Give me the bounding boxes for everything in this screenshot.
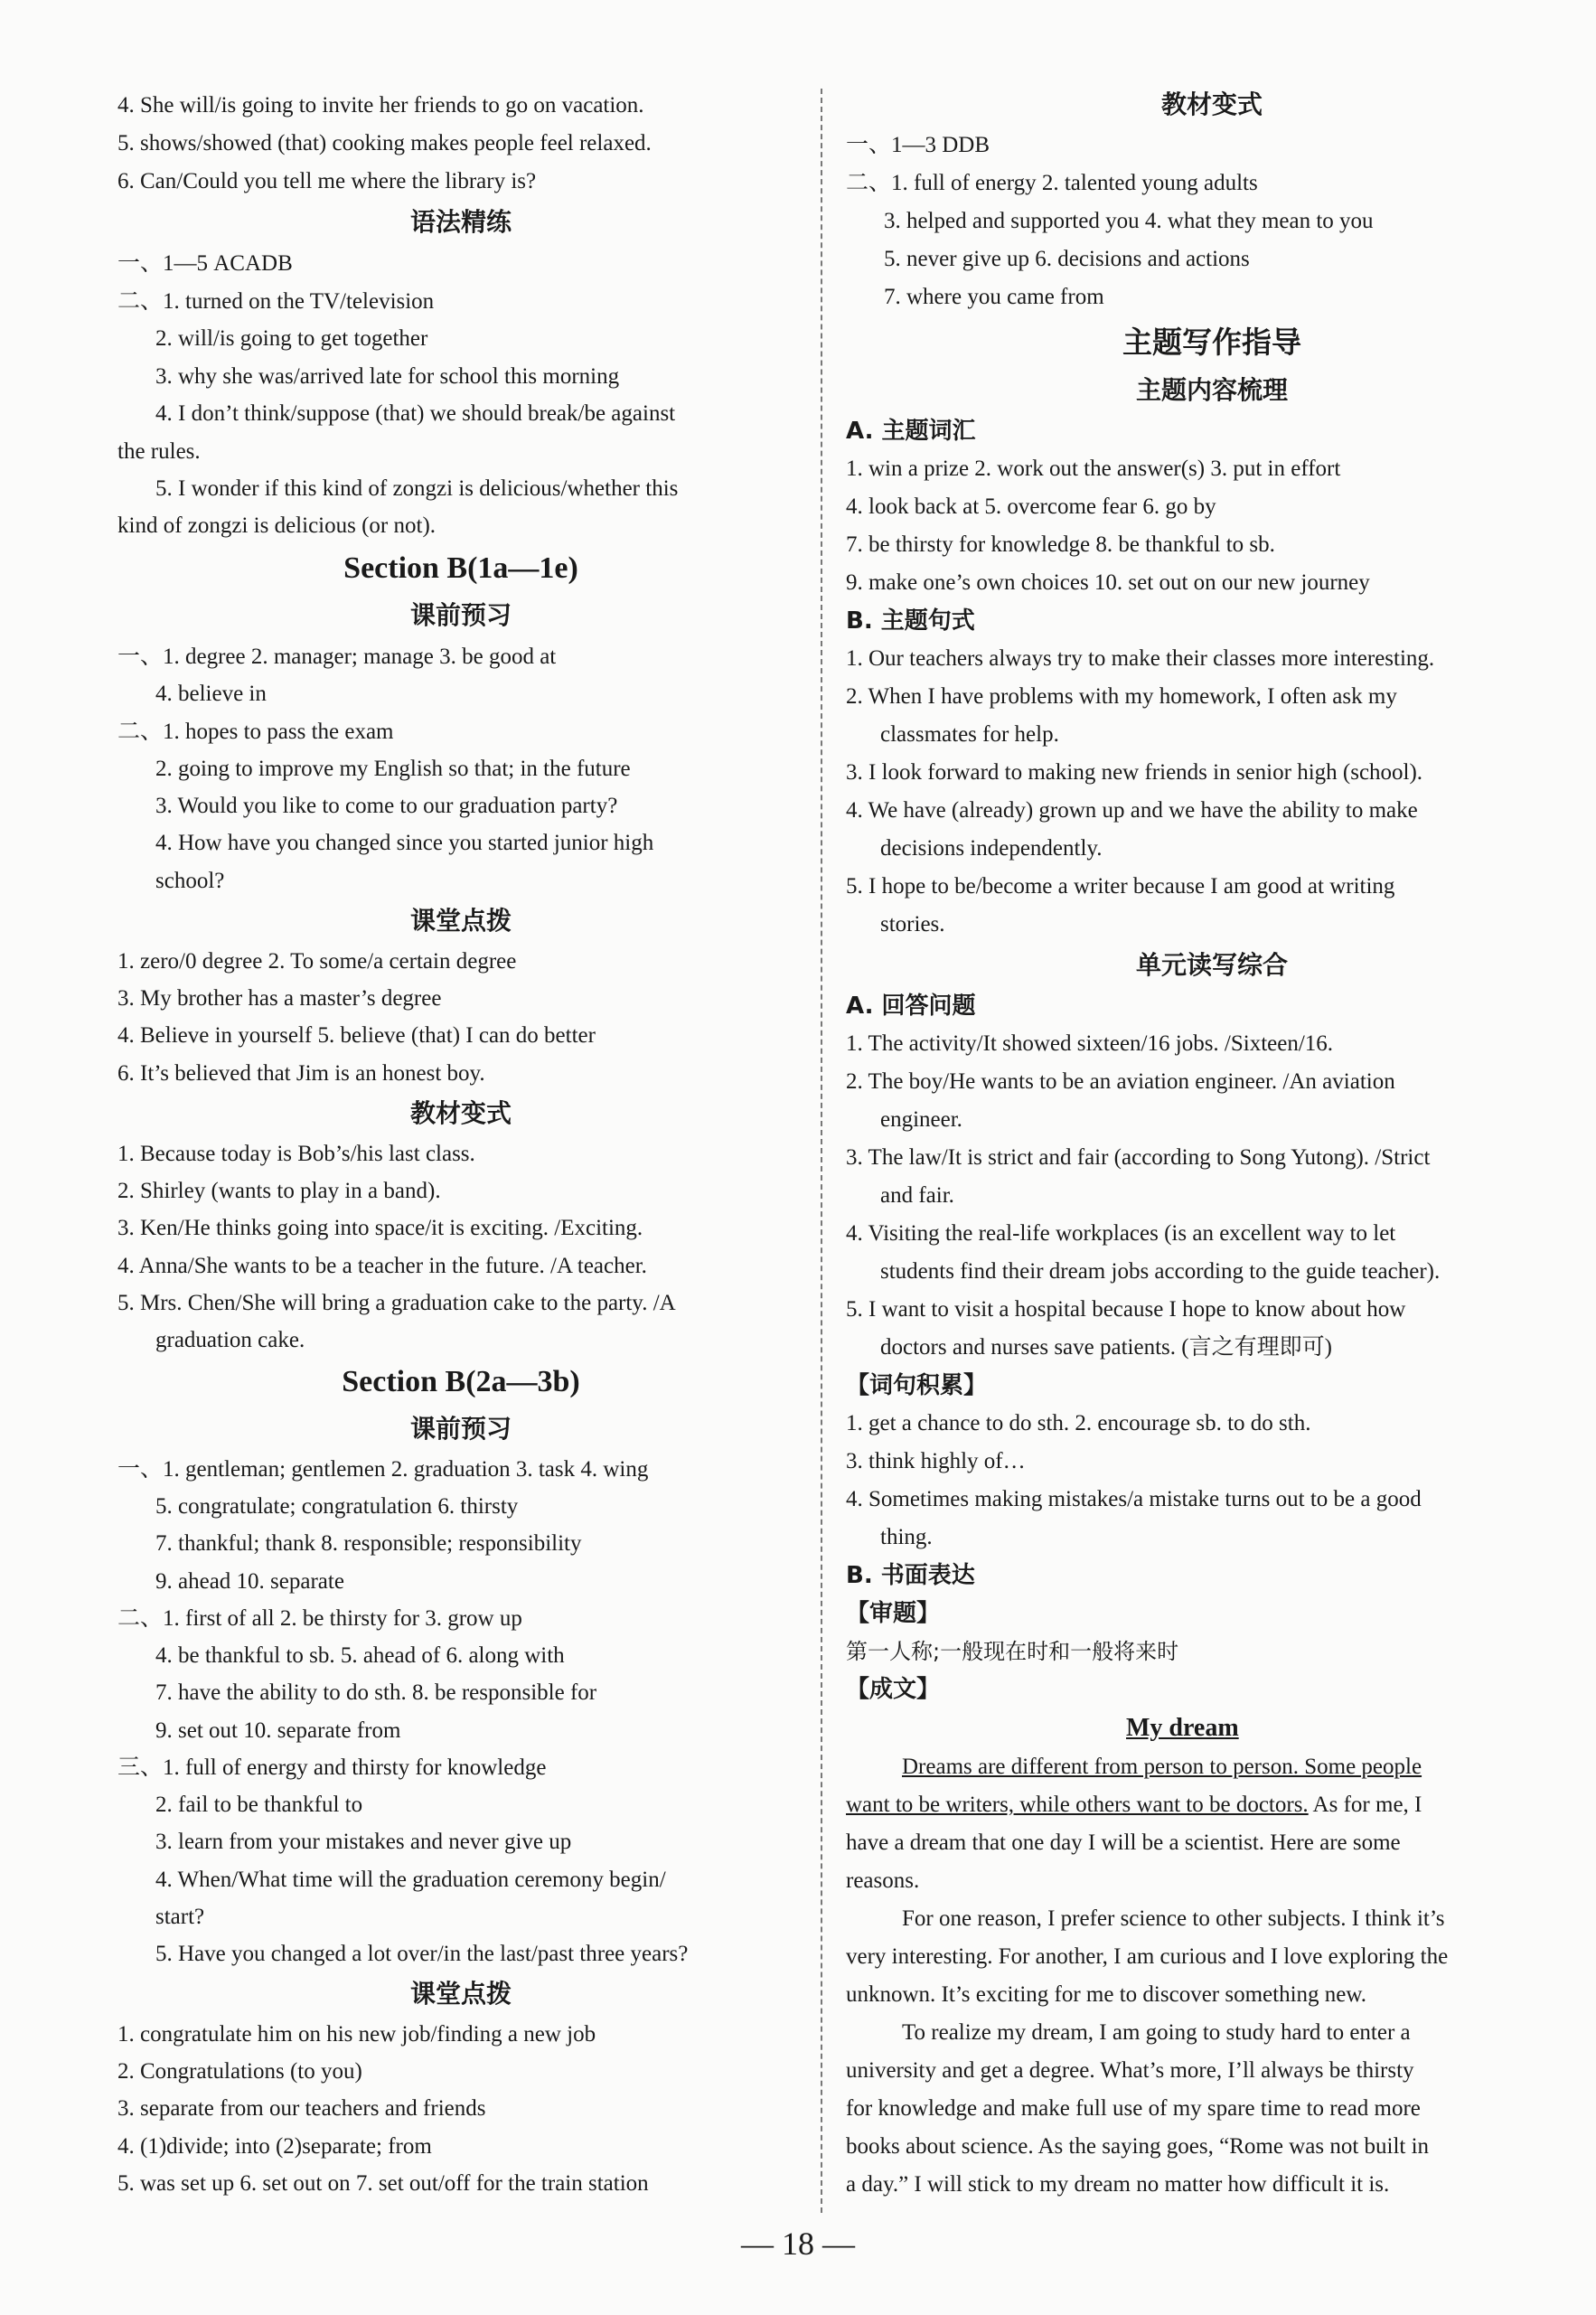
- essay-line: [846, 1792, 1422, 1819]
- page-number: — 18 —: [741, 2226, 855, 2262]
- section-heading: 教材变式: [1160, 89, 1263, 119]
- section-heading: 主题内容梳理: [1135, 375, 1288, 405]
- section-title: Section B(1a—1e): [343, 551, 578, 585]
- answer-line: 4. When/What time will the graduation ceremony begin/: [155, 1868, 666, 1892]
- section-title: Section B(2a—3b): [342, 1365, 580, 1398]
- answer-line: engineer.: [880, 1107, 962, 1132]
- answer-line: doctors and nurses save patients. (言之有理即可): [880, 1335, 1332, 1360]
- answer-line: 2. will/is going to get together: [155, 326, 428, 351]
- answer-line: 3. think highly of…: [846, 1449, 1026, 1473]
- answer-line: 3. learn from your mistakes and never give up: [155, 1830, 572, 1854]
- answer-line: 1. get a chance to do sth. 2. encourage sb. to do sth.: [846, 1411, 1311, 1435]
- answer-line: 5. shows/showed (that) cooking makes people feel relaxed.: [117, 131, 652, 155]
- essay-underlined-sentence: want to be writers, while others want to be doctors.: [846, 1793, 1309, 1817]
- answer-line: 1. Because today is Bob’s/his last class.: [117, 1142, 475, 1166]
- answer-line: 5. Have you changed a lot over/in the last/past three years?: [155, 1942, 689, 1966]
- answer-line: 7. be thirsty for knowledge 8. be thankful to sb.: [846, 532, 1275, 557]
- answer-line: 4. She will/is going to invite her friends to go on vacation.: [117, 93, 644, 118]
- answer-line: 4. Sometimes making mistakes/a mistake turns out to be a good: [846, 1487, 1422, 1511]
- answer-line: 4. Believe in yourself 5. believe (that) I can do better: [117, 1023, 596, 1048]
- answer-line: 7. have the ability to do sth. 8. be responsible for: [155, 1680, 597, 1705]
- answer-line: 二、1. full of energy 2. talented young adults: [846, 171, 1258, 195]
- answer-line: 5. I hope to be/become a writer because I am good at writing: [846, 874, 1395, 899]
- answer-line: 二、1. first of all 2. be thirsty for 3. grow up: [117, 1606, 522, 1631]
- answer-line: 9. set out 10. separate from: [155, 1718, 401, 1743]
- answer-line: 一、1. degree 2. manager; manage 3. be good at: [117, 645, 557, 669]
- answer-line: kind of zongzi is delicious (or not).: [117, 513, 437, 538]
- subsection-label: 【审题】: [846, 1600, 941, 1627]
- answer-line: graduation cake.: [155, 1328, 305, 1352]
- answer-line: 二、1. hopes to pass the exam: [117, 720, 394, 744]
- subsection-label: 【词句积累】: [846, 1372, 988, 1399]
- answer-line: 3. My brother has a master’s degree: [117, 986, 442, 1011]
- answer-line: and fair.: [880, 1183, 954, 1208]
- answer-line: 4. (1)divide; into (2)separate; from: [117, 2134, 432, 2159]
- essay-text: As for me, I: [1308, 1793, 1422, 1817]
- answer-line: 9. make one’s own choices 10. set out on our new journey: [846, 570, 1370, 595]
- essay-line: have a dream that one day I will be a scientist. Here are some: [846, 1830, 1401, 1855]
- section-heading: 课前预习: [409, 1414, 512, 1444]
- answer-line: 二、1. turned on the TV/television: [117, 289, 435, 314]
- answer-line: 一、1—3 DDB: [846, 133, 990, 157]
- section-title: 主题写作指导: [1122, 325, 1301, 360]
- section-heading: 课堂点拨: [409, 1979, 512, 2009]
- essay-line: books about science. As the saying goes, “Rome was not built in: [846, 2134, 1430, 2159]
- answer-line: 4. believe in: [155, 682, 267, 706]
- answer-line: 5. never give up 6. decisions and actions: [884, 247, 1250, 271]
- answer-line: 1. The activity/It showed sixteen/16 jobs. /Sixteen/16.: [846, 1031, 1334, 1056]
- answer-line: decisions independently.: [880, 836, 1103, 861]
- answer-line: 6. It’s believed that Jim is an honest boy.: [117, 1061, 485, 1086]
- answer-line: 3. why she was/arrived late for school this morning: [155, 364, 620, 389]
- subsection-label: B. 书面表达: [846, 1562, 975, 1589]
- answer-line: 5. congratulate; congratulation 6. thirsty: [155, 1494, 519, 1519]
- answer-line: classmates for help.: [880, 722, 1059, 747]
- essay-line: Dreams are different from person to person. Some people: [902, 1755, 1422, 1779]
- answer-line: 9. ahead 10. separate: [155, 1569, 344, 1594]
- answer-line: thing.: [880, 1525, 933, 1549]
- answer-line: 3. The law/It is strict and fair (according to Song Yutong). /Strict: [846, 1145, 1431, 1170]
- answer-line: 2. When I have problems with my homework, I often ask my: [846, 684, 1397, 709]
- answer-line: students find their dream jobs according to the guide teacher).: [880, 1259, 1441, 1284]
- answer-line: 4. be thankful to sb. 5. ahead of 6. along with: [155, 1643, 565, 1668]
- answer-line: 1. zero/0 degree 2. To some/a certain degree: [117, 949, 517, 974]
- answer-line: 一、1—5 ACADB: [117, 251, 293, 276]
- answer-line: 3. Would you like to come to our graduation party?: [155, 794, 618, 818]
- subsection-label: B. 主题句式: [846, 607, 975, 635]
- answer-line: stories.: [880, 912, 945, 936]
- answer-line: 2. Congratulations (to you): [117, 2059, 362, 2084]
- section-heading: 课前预习: [409, 600, 512, 630]
- answer-line: 1. win a prize 2. work out the answer(s) 3. put in effort: [846, 456, 1341, 481]
- answer-line: 3. helped and supported you 4. what they mean to you: [884, 209, 1374, 233]
- section-heading: 单元读写综合: [1135, 950, 1288, 980]
- section-heading: 教材变式: [409, 1098, 512, 1128]
- essay-line: university and get a degree. What’s more, I’ll always be thirsty: [846, 2058, 1414, 2083]
- subsection-label: A. 主题词汇: [846, 418, 976, 445]
- answer-line: 2. fail to be thankful to: [155, 1793, 363, 1817]
- answer-line: 5. I want to visit a hospital because I hope to know about how: [846, 1297, 1406, 1322]
- answer-line: 7. where you came from: [884, 285, 1104, 309]
- essay-line: For one reason, I prefer science to other subjects. I think it’s: [902, 1906, 1445, 1931]
- answer-line: 一、1. gentleman; gentlemen 2. graduation 3. task 4. wing: [117, 1457, 649, 1482]
- answer-line: 4. Anna/She wants to be a teacher in the future. /A teacher.: [117, 1254, 647, 1278]
- answer-line: 1. Our teachers always try to make their classes more interesting.: [846, 646, 1435, 671]
- answer-line: 5. was set up 6. set out on 7. set out/off for the train station: [117, 2171, 649, 2196]
- answer-line: the rules.: [117, 439, 201, 464]
- essay-line: To realize my dream, I am going to study hard to enter a: [902, 2020, 1411, 2045]
- answer-line: 三、1. full of energy and thirsty for knowledge: [117, 1755, 547, 1780]
- essay-line: for knowledge and make full use of my spare time to read more: [846, 2096, 1421, 2121]
- answer-line: 7. thankful; thank 8. responsible; responsibility: [155, 1531, 582, 1556]
- column-divider: [821, 89, 822, 2213]
- answer-line: 1. congratulate him on his new job/finding a new job: [117, 2022, 596, 2047]
- subsection-label: A. 回答问题: [846, 993, 976, 1020]
- answer-line: 2. Shirley (wants to play in a band).: [117, 1179, 441, 1203]
- answer-line: 5. I wonder if this kind of zongzi is delicious/whether this: [155, 476, 679, 501]
- essay-line: a day.” I will stick to my dream no matter how difficult it is.: [846, 2172, 1390, 2197]
- answer-line: 3. Ken/He thinks going into space/it is exciting. /Exciting.: [117, 1216, 643, 1240]
- answer-line: 4. How have you changed since you started junior high: [155, 831, 654, 855]
- essay-line: very interesting. For another, I am curious and I love exploring the: [846, 1944, 1449, 1969]
- essay-line: reasons.: [846, 1868, 920, 1893]
- answer-line: 4. We have (already) grown up and we have the ability to make: [846, 798, 1418, 823]
- answer-line: 4. Visiting the real-life workplaces (is an excellent way to let: [846, 1221, 1396, 1246]
- essay-line: unknown. It’s exciting for me to discover something new.: [846, 1982, 1367, 2007]
- answer-line: 3. separate from our teachers and friends: [117, 2096, 486, 2121]
- answer-line: 2. going to improve my English so that; in the future: [155, 757, 631, 781]
- review-text: 第一人称;一般现在时和一般将来时: [846, 1639, 1179, 1664]
- answer-line: school?: [155, 869, 225, 893]
- answer-line: 4. look back at 5. overcome fear 6. go by: [846, 494, 1216, 519]
- answer-line: 4. I don’t think/suppose (that) we should break/be against: [155, 401, 676, 426]
- section-heading: 语法精练: [409, 207, 512, 237]
- answer-line: 2. The boy/He wants to be an aviation engineer. /An aviation: [846, 1069, 1395, 1094]
- answer-line: 5. Mrs. Chen/She will bring a graduation cake to the party. /A: [117, 1291, 676, 1315]
- answer-line: start?: [155, 1905, 205, 1929]
- answer-line: 6. Can/Could you tell me where the library is?: [117, 169, 537, 193]
- essay-title: My dream: [1126, 1714, 1239, 1742]
- subsection-label: 【成文】: [846, 1676, 941, 1703]
- answer-line: 3. I look forward to making new friends in senior high (school).: [846, 760, 1423, 785]
- section-heading: 课堂点拨: [409, 906, 512, 936]
